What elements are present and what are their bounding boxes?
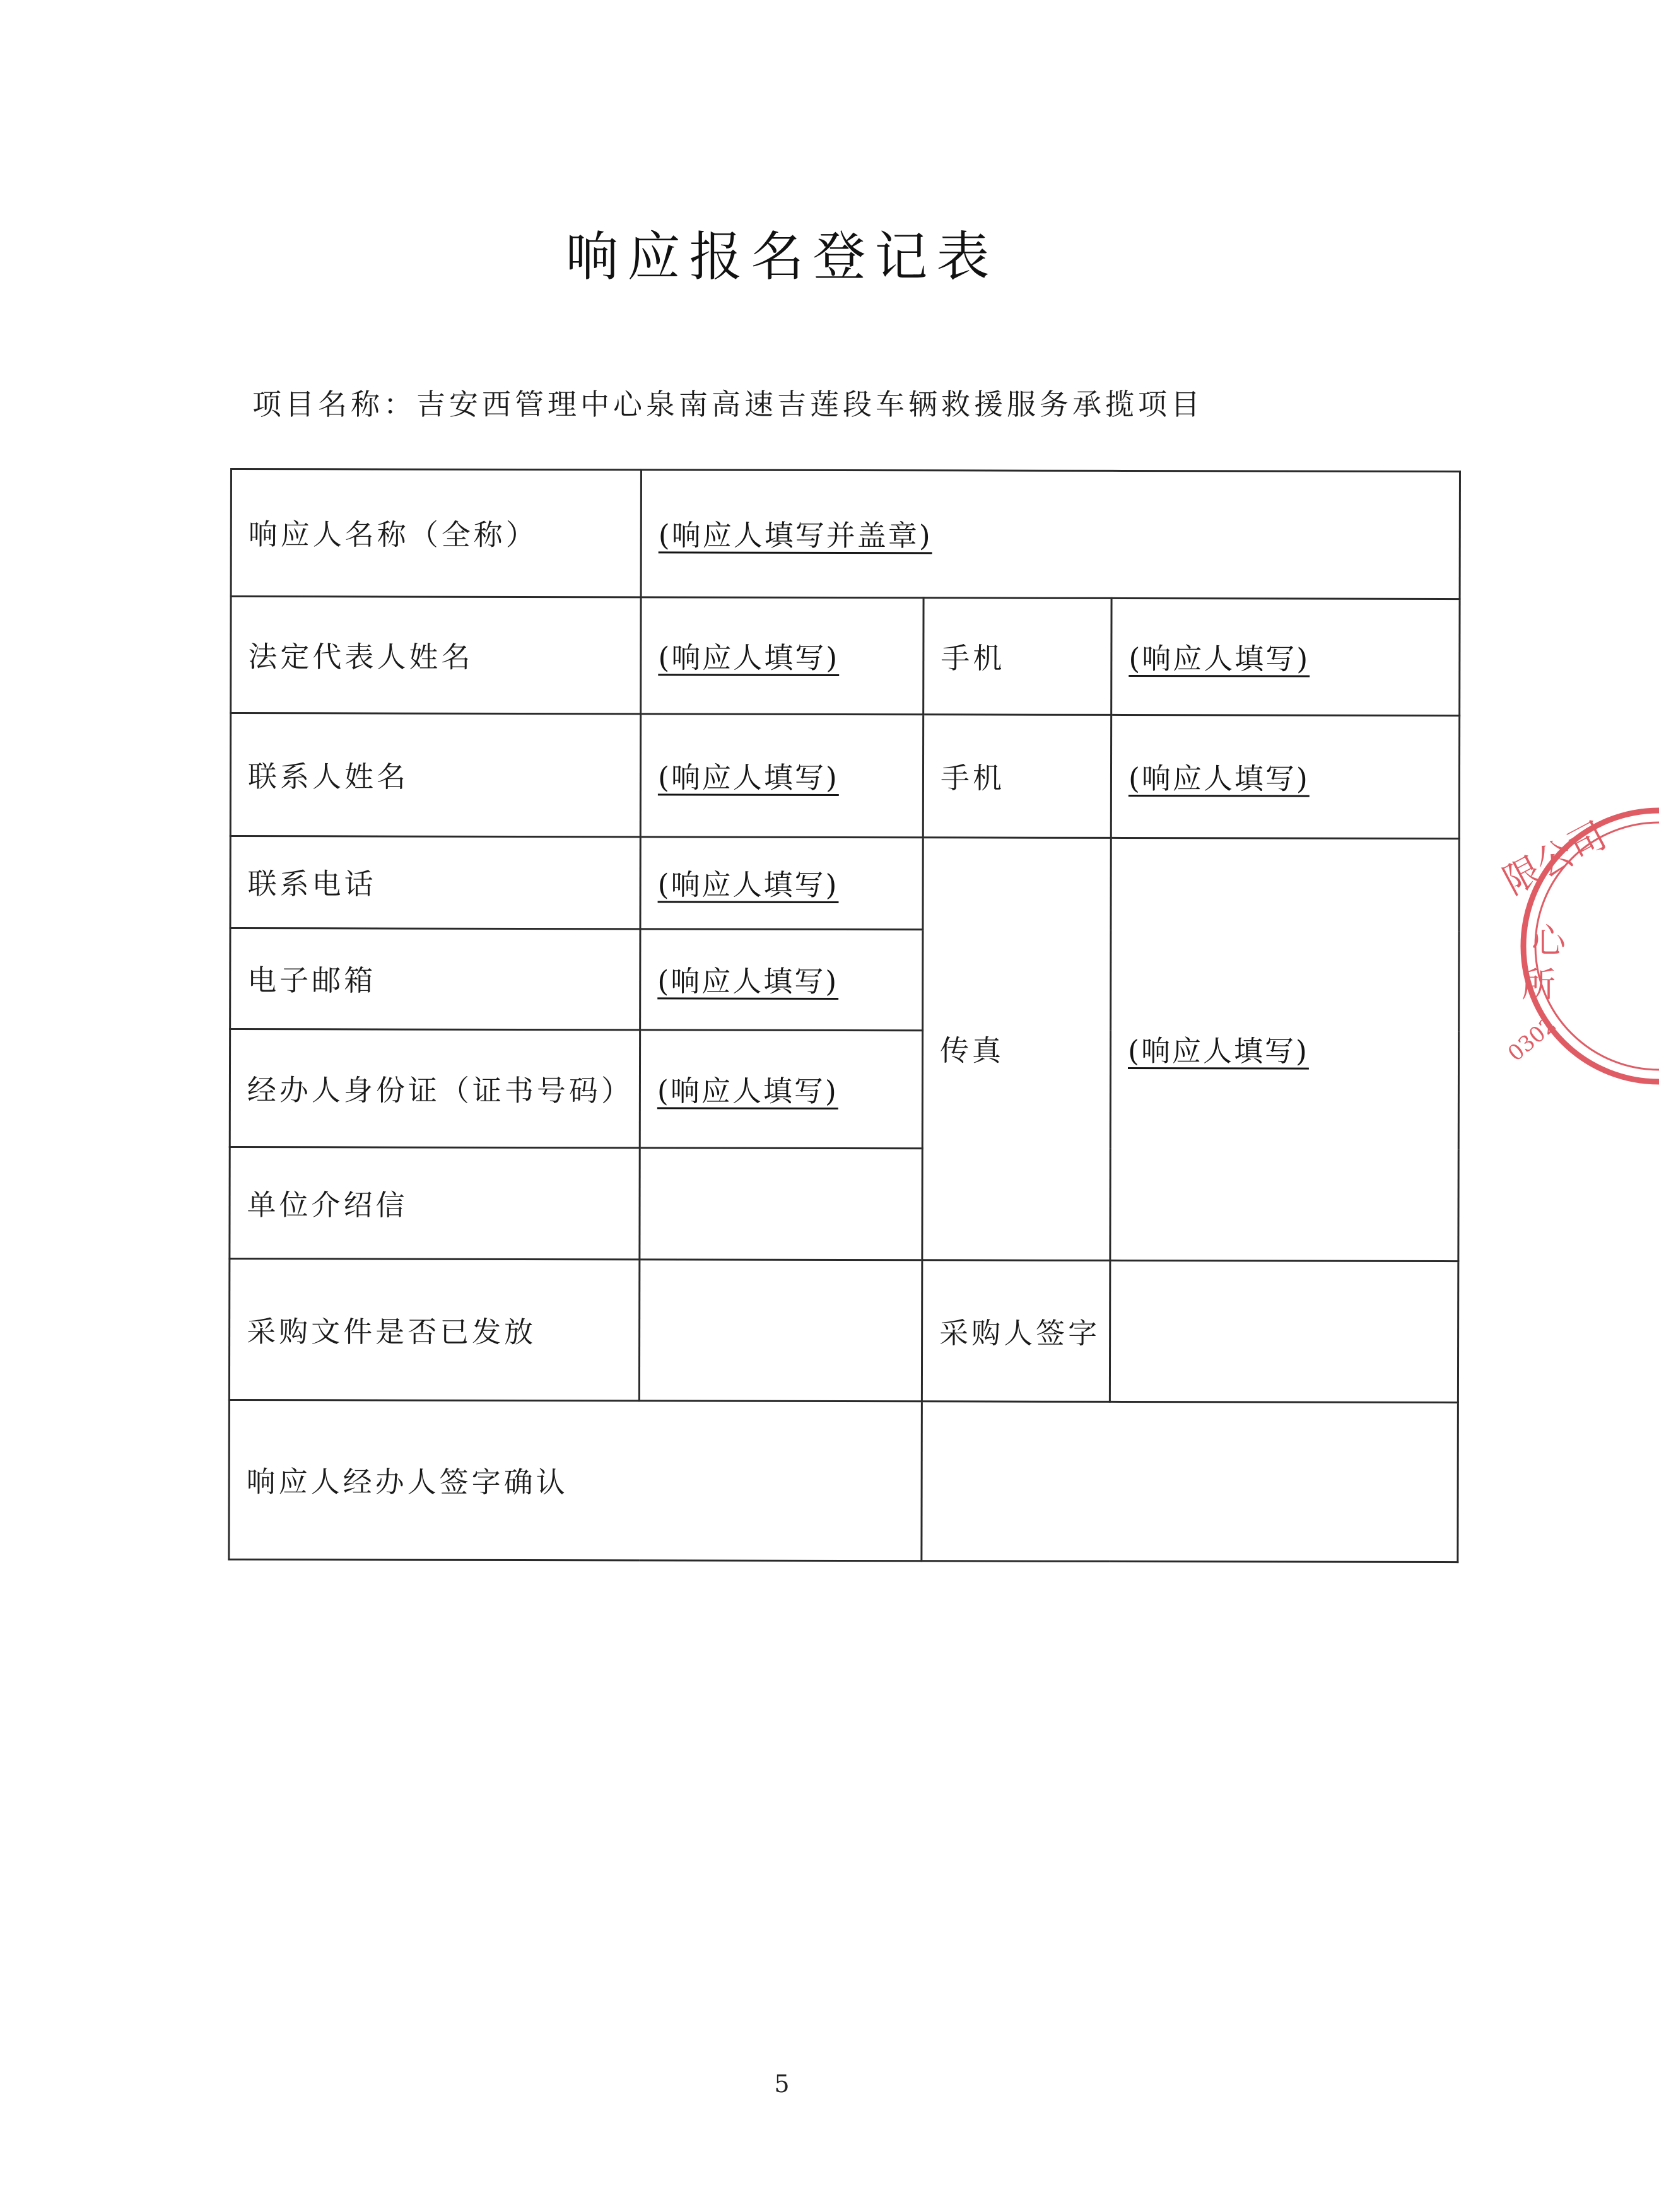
contact-mobile-placeholder: (响应人填写) bbox=[1128, 761, 1310, 796]
table-row bbox=[229, 1259, 1458, 1403]
seal-text-number: 0302 bbox=[1503, 1012, 1561, 1067]
contact-name-placeholder: (响应人填写) bbox=[657, 760, 839, 795]
purchaser-sign-field[interactable] bbox=[1110, 1261, 1458, 1403]
docs-issued-field[interactable] bbox=[639, 1260, 922, 1402]
seal-text-company: 限公司 bbox=[1496, 814, 1614, 903]
agent-id-field[interactable] bbox=[640, 1030, 922, 1149]
fax-placeholder: (响应人填写) bbox=[1128, 1034, 1310, 1069]
fax-field[interactable] bbox=[1110, 838, 1459, 1261]
agent-confirm-field[interactable] bbox=[922, 1402, 1458, 1562]
contact-mobile-field[interactable] bbox=[1111, 715, 1459, 838]
respondent-name-placeholder: (响应人填写并盖章) bbox=[658, 518, 932, 553]
contact-name-field[interactable] bbox=[640, 714, 923, 838]
contact-name-label: 联系人姓名 bbox=[230, 713, 640, 836]
respondent-name-label: 响应人名称（全称） bbox=[231, 469, 641, 597]
email-field[interactable] bbox=[640, 929, 923, 1031]
table-row bbox=[231, 596, 1460, 715]
page-number: 5 bbox=[774, 2070, 790, 2098]
seal-text-office: 所 bbox=[1521, 965, 1556, 1005]
phone-field[interactable] bbox=[640, 837, 923, 930]
project-name: 吉安西管理中心泉南高速吉莲段车辆救援服务承揽项目 bbox=[416, 387, 1204, 421]
contact-mobile-label: 手机 bbox=[923, 715, 1111, 838]
respondent-name-field[interactable] bbox=[641, 470, 1460, 599]
table-row bbox=[230, 836, 1459, 931]
agent-confirm-label: 响应人经办人签字确认 bbox=[229, 1400, 922, 1561]
registration-form-table bbox=[228, 468, 1461, 1563]
docs-issued-label: 采购文件是否已发放 bbox=[229, 1259, 639, 1402]
email-label: 电子邮箱 bbox=[230, 928, 640, 1030]
fax-label: 传真 bbox=[922, 838, 1111, 1261]
table-row bbox=[230, 713, 1459, 838]
legal-rep-mobile-label: 手机 bbox=[923, 598, 1111, 715]
page-title: 响应报名登记表 bbox=[565, 226, 999, 288]
table-row bbox=[229, 1400, 1458, 1562]
phone-placeholder: (响应人填写) bbox=[657, 867, 839, 903]
legal-rep-field[interactable] bbox=[641, 597, 923, 715]
intro-letter-label: 单位介绍信 bbox=[230, 1147, 640, 1260]
project-label: 项目名称： bbox=[252, 387, 416, 421]
agent-id-label: 经办人身份证（证书号码） bbox=[230, 1029, 640, 1147]
phone-label: 联系电话 bbox=[230, 836, 640, 929]
legal-rep-placeholder: (响应人填写) bbox=[658, 640, 840, 675]
legal-rep-mobile-field[interactable] bbox=[1111, 598, 1460, 715]
company-seal bbox=[1470, 801, 1614, 1091]
email-placeholder: (响应人填写) bbox=[657, 964, 839, 999]
seal-stamp-icon bbox=[1470, 801, 1659, 1091]
table-row bbox=[231, 469, 1460, 599]
seal-text-center: 心 bbox=[1532, 921, 1566, 961]
purchaser-sign-label: 采购人签字 bbox=[922, 1260, 1110, 1402]
project-line bbox=[252, 382, 1204, 423]
agent-id-placeholder: (响应人填写) bbox=[657, 1074, 838, 1108]
legal-rep-mobile-placeholder: (响应人填写) bbox=[1128, 641, 1310, 676]
legal-rep-label: 法定代表人姓名 bbox=[231, 596, 641, 713]
intro-letter-field[interactable] bbox=[640, 1147, 922, 1260]
